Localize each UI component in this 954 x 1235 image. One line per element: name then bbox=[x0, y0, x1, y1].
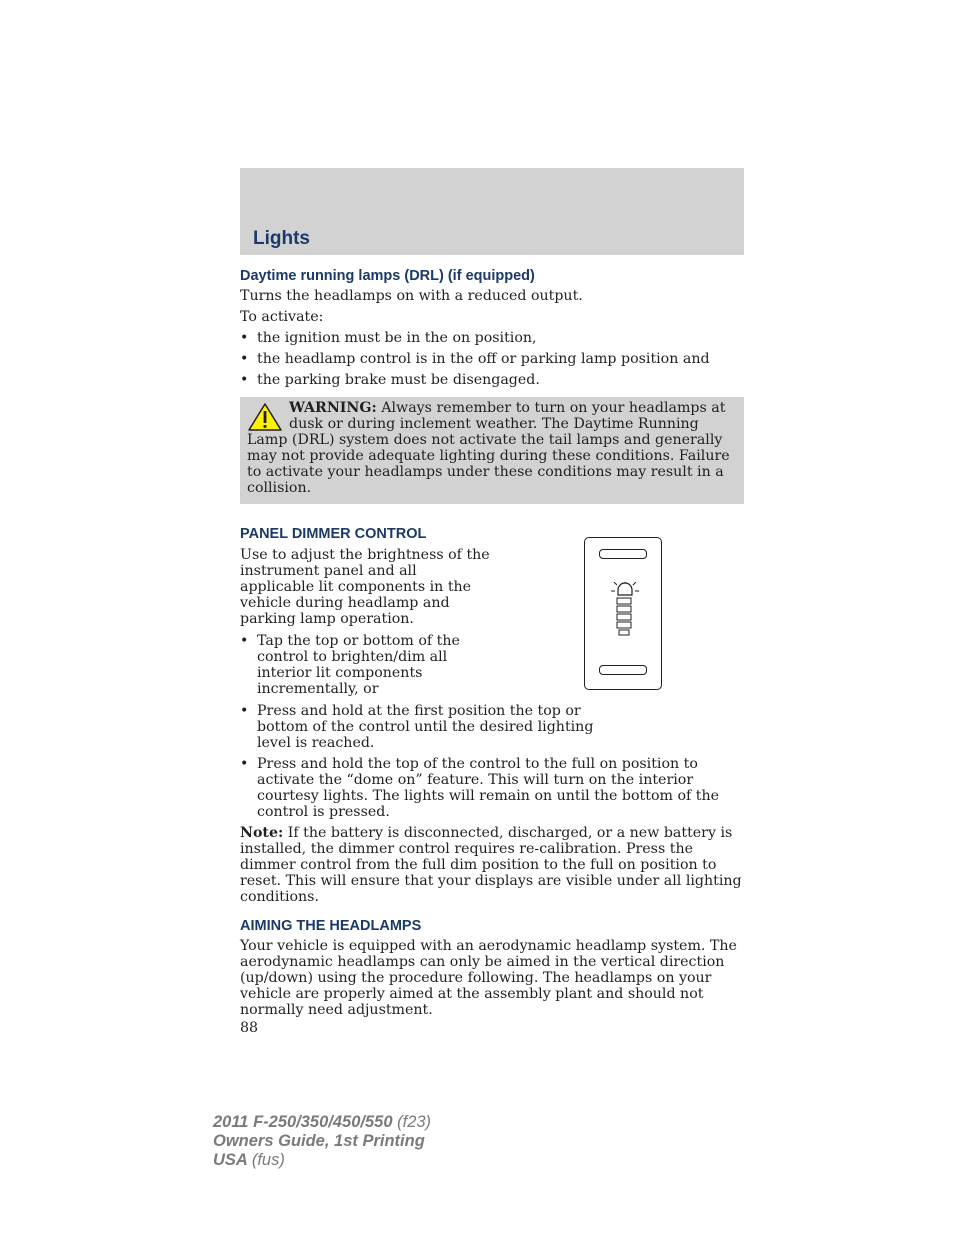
list-item: • the parking brake must be disengaged. bbox=[240, 372, 744, 388]
warning-triangle-icon bbox=[247, 402, 283, 432]
list-item: • the headlamp control is in the off or parking lamp position and bbox=[240, 351, 744, 367]
footer-region: USA bbox=[213, 1151, 248, 1169]
footer-model-code: (f23) bbox=[397, 1113, 432, 1131]
switch-bottom-bar bbox=[599, 665, 647, 675]
dimmer-intro: Use to adjust the brightness of the instrument panel and all applicable lit components in the vehicle during headlamp and parking lamp operation. bbox=[240, 547, 490, 627]
page-content bbox=[240, 266, 744, 1036]
document-footer bbox=[213, 1113, 431, 1170]
section-header-band bbox=[240, 168, 744, 255]
aiming-text: Your vehicle is equipped with an aerodynamic headlamp system. The aerodynamic headlamps can only be aimed in the vertical direction (up/down) using the procedure following. The headlamps on your vehicle are properly aimed at the assembly plant and should not normally need adjustment. bbox=[240, 938, 737, 1018]
footer-line-model bbox=[213, 1113, 431, 1132]
footer-line-region bbox=[213, 1151, 431, 1170]
switch-top-bar bbox=[599, 549, 647, 559]
drl-activate-label: To activate: bbox=[240, 309, 324, 325]
drl-heading: Daytime running lamps (DRL) (if equipped) bbox=[240, 268, 535, 284]
warning-label: WARNING: bbox=[289, 400, 377, 416]
dimmer-brightness-icon bbox=[611, 582, 639, 644]
section-title: Lights bbox=[253, 228, 310, 249]
list-item: • Tap the top or bottom of the control to brighten/dim all interior lit components incrementally, or bbox=[240, 633, 493, 697]
page-number: 88 bbox=[240, 1020, 259, 1036]
note-text: If the battery is disconnected, discharged, or a new battery is installed, the dimmer control requires re-calibration. Press the dimmer control from the full dim position to the full on position to reset. This will ensure that your displays are visible under all lighting conditions. bbox=[240, 825, 742, 905]
aiming-heading: AIMING THE HEADLAMPS bbox=[240, 918, 422, 934]
dimmer-note bbox=[240, 825, 744, 905]
drl-intro: Turns the headlamps on with a reduced output. bbox=[240, 288, 583, 304]
note-label: Note: bbox=[240, 825, 284, 841]
warning-box bbox=[240, 397, 744, 504]
warning-text: Always remember to turn on your headlamps at dusk or during inclement weather. The Daytime Running Lamp (DRL) system does not activate the tail lamps and generally may not provide adequate lighting during these conditions. Failure to activate your headlamps under these conditions may result in a collision. bbox=[247, 400, 730, 496]
drl-bullet-list bbox=[240, 330, 744, 388]
dimmer-bullet-list bbox=[240, 633, 744, 820]
list-item: • Press and hold the top of the control to the full on position to activate the “dome on” feature. This will turn on the interior courtesy lights. The lights will remain on until the bottom of the control is pressed. bbox=[240, 756, 744, 820]
dimmer-heading: PANEL DIMMER CONTROL bbox=[240, 526, 427, 542]
list-item: • the ignition must be in the on position, bbox=[240, 330, 744, 346]
footer-model: 2011 F-250/350/450/550 bbox=[213, 1113, 393, 1131]
footer-line-guide: Owners Guide, 1st Printing bbox=[213, 1132, 425, 1150]
footer-region-code: (fus) bbox=[251, 1151, 285, 1169]
panel-dimmer-switch-illustration bbox=[584, 537, 662, 690]
list-item: • Press and hold at the first position the top or bottom of the control until the desired lighting level is reached. bbox=[240, 703, 597, 751]
